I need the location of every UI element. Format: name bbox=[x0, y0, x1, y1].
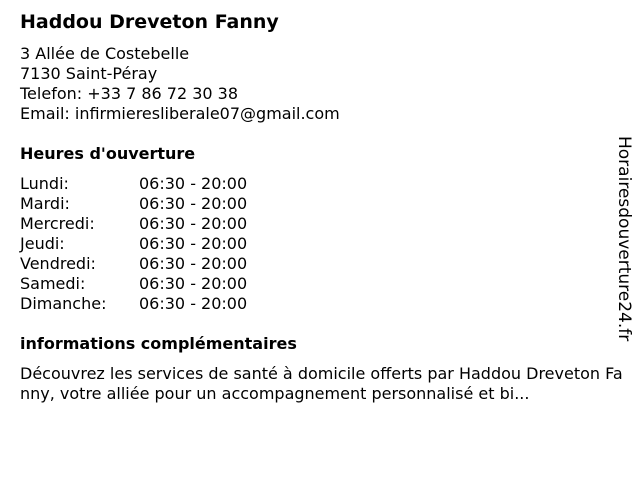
opening-hours-heading: Heures d'ouverture bbox=[20, 144, 196, 163]
phone-number: Telefon: +33 7 86 72 30 38 bbox=[20, 84, 239, 103]
time-range: 06:30 - 20:00 bbox=[139, 174, 248, 193]
time-range: 06:30 - 20:00 bbox=[139, 294, 248, 313]
contact-details bbox=[20, 44, 340, 124]
site-watermark: Horairesdouverture24.fr bbox=[614, 136, 634, 342]
additional-info-heading: informations complémentaires bbox=[20, 334, 297, 353]
hours-row-friday bbox=[20, 254, 247, 274]
day-label: Lundi: bbox=[20, 174, 69, 193]
opening-hours-list bbox=[20, 174, 247, 314]
time-range: 06:30 - 20:00 bbox=[139, 254, 248, 273]
city-address: 7130 Saint-Péray bbox=[20, 64, 158, 83]
day-label: Mercredi: bbox=[20, 214, 95, 233]
day-label: Jeudi: bbox=[20, 234, 65, 253]
hours-row-monday bbox=[20, 174, 247, 194]
business-name: Haddou Dreveton Fanny bbox=[20, 11, 279, 33]
time-range: 06:30 - 20:00 bbox=[139, 274, 248, 293]
day-label: Samedi: bbox=[20, 274, 86, 293]
time-range: 06:30 - 20:00 bbox=[139, 194, 248, 213]
day-label: Vendredi: bbox=[20, 254, 96, 273]
hours-row-saturday bbox=[20, 274, 247, 294]
email-address: Email: infirmieresliberale07@gmail.com bbox=[20, 104, 340, 123]
hours-row-sunday bbox=[20, 294, 247, 314]
time-range: 06:30 - 20:00 bbox=[139, 234, 248, 253]
hours-row-thursday bbox=[20, 234, 247, 254]
time-range: 06:30 - 20:00 bbox=[139, 214, 248, 233]
day-label: Dimanche: bbox=[20, 294, 107, 313]
additional-info-text: Découvrez les services de santé à domicile offerts par Haddou Dreveton Fanny, votre alliée pour un accompagnement personnalisé et bi... bbox=[20, 364, 623, 403]
street-address: 3 Allée de Costebelle bbox=[20, 44, 190, 63]
hours-row-wednesday bbox=[20, 214, 247, 234]
day-label: Mardi: bbox=[20, 194, 70, 213]
hours-row-tuesday bbox=[20, 194, 247, 214]
